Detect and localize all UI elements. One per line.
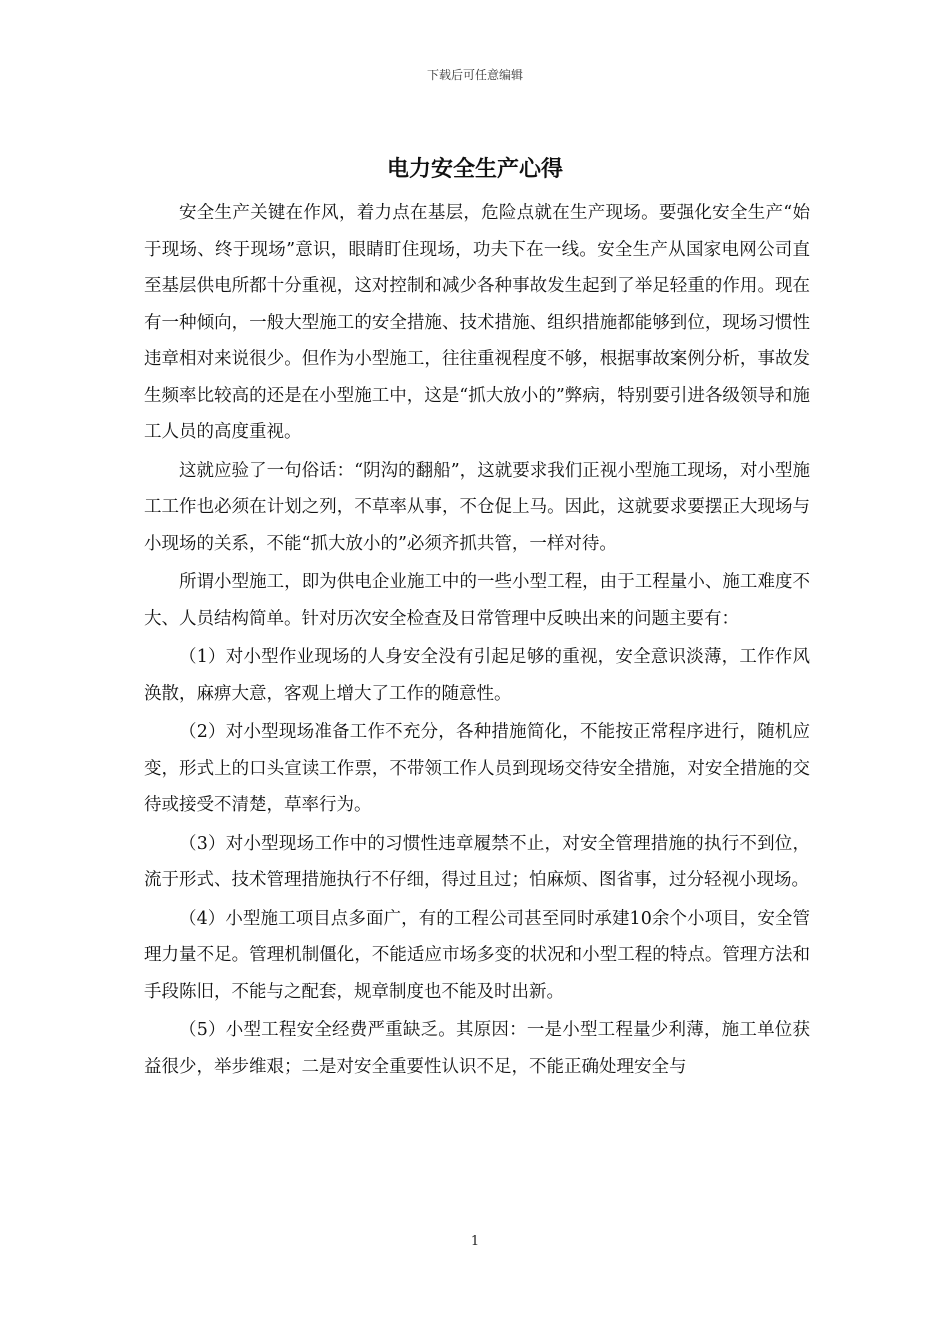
paragraph-proverb: 这就应验了一句俗话：“阴沟的翻船”，这就要求我们正视小型施工现场，对小型施工工作也必须在计划之列，不草率从事，不仓促上马。因此，这就要求要摆正大现场与小现场的关系，不能“抓大放小的”必须齐抓共管，一样对待。 [144, 460, 810, 554]
paragraph-intro: 安全生产关键在作风，着力点在基层，危险点就在生产现场。要强化安全生产“始于现场、终于现场”意识，眼睛盯住现场，功夫下在一线。安全生产从国家电网公司直至基层供电所都十分重视，这对控制和减少各种事故发生起到了举足轻重的作用。现在有一种倾向，一般大型施工的安全措施、技术措施、组织措施都能够到位，现场习惯性违章相对来说很少。但作为小型施工，往往重视程度不够，根据事故案例分析，事故发生频率比较高的还是在小型施工中，这是“抓大放小的”弊病，特别要引进各级领导和施工人员的高度重视。 [144, 203, 810, 442]
list-item-3: （3）对小型现场工作中的习惯性违章履禁不止，对安全管理措施的执行不到位，流于形式、技术管理措施执行不仔细，得过且过；怕麻烦、图省事，过分轻视小现场。 [144, 833, 810, 890]
list-item-1: （1）对小型作业现场的人身安全没有引起足够的重视，安全意识淡薄，工作作风涣散，麻痹大意，客观上增大了工作的随意性。 [144, 647, 810, 704]
page-number: 1 [470, 1234, 480, 1249]
document-body [144, 195, 810, 1087]
paragraph-definition: 所谓小型施工，即为供电企业施工中的一些小型工程，由于工程量小、施工难度不大、人员结构简单。针对历次安全检查及日常管理中反映出来的问题主要有： [144, 572, 810, 629]
list-item-5: （5）小型工程安全经费严重缺乏。其原因：一是小型工程量少利薄，施工单位获益很少，举步维艰；二是对安全重要性认识不足，不能正确处理安全与 [144, 1020, 810, 1077]
list-item-4: （4）小型施工项目点多面广，有的工程公司甚至同时承建10余个小项目，安全管理力量不足。管理机制僵化，不能适应市场多变的状况和小型工程的特点。管理方法和手段陈旧，不能与之配套，规章制度也不能及时出新。 [144, 908, 810, 1002]
list-item-2: （2）对小型现场准备工作不充分，各种措施简化，不能按正常程序进行，随机应变，形式上的口头宣读工作票，不带领工作人员到现场交待安全措施，对安全措施的交待或接受不清楚，草率行为。 [144, 722, 810, 815]
header-note: 下载后可任意编辑 [426, 68, 523, 82]
document-title: 电力安全生产心得 [386, 157, 563, 182]
